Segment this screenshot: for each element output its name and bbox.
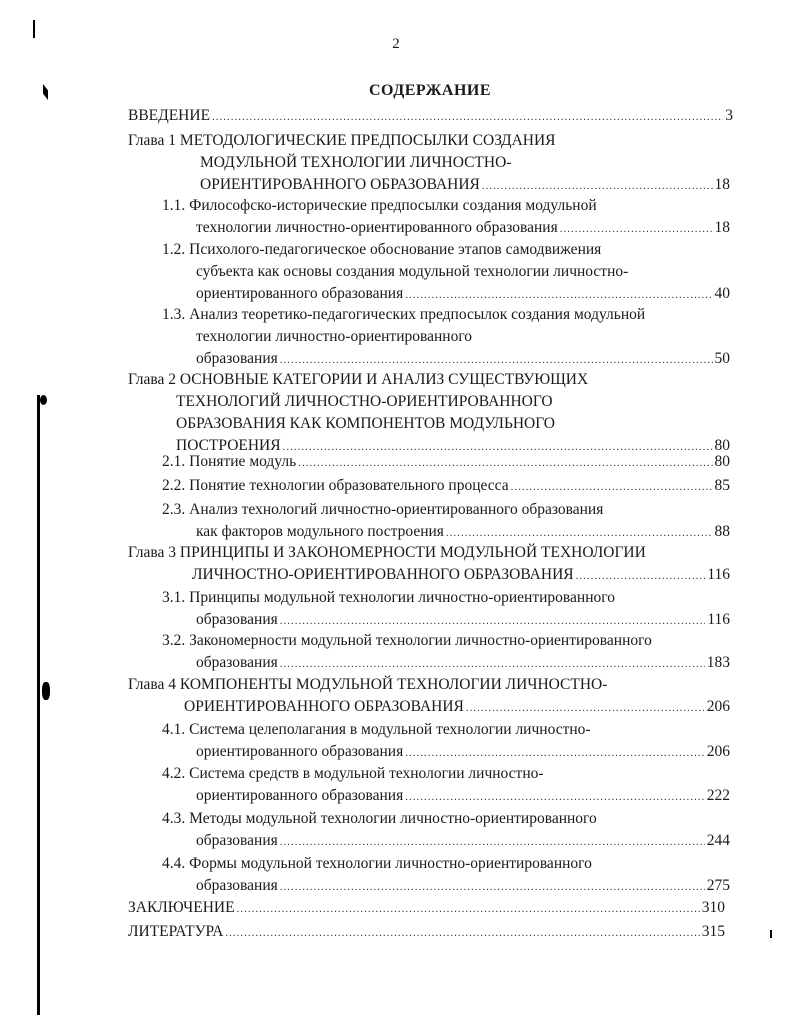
leader-dots [446,522,713,544]
leader-dots [576,565,706,587]
section-number: 1.2. [162,241,186,258]
page-ref: 85 [714,477,730,494]
leader-dots [225,922,699,944]
leader-dots [280,653,705,675]
chapter-number: Глава 1 [128,132,177,149]
chapter-number: Глава 3 [128,544,177,561]
section-number: 3.2. [162,632,186,649]
entry-line: Формы модульной технологии личностно-ориентированного [189,855,592,872]
page-ref: 18 [714,219,730,236]
scan-mark-left-edge [37,395,40,1015]
page-ref: 275 [706,877,730,894]
entry-line: технологии личностно-ориентированного образования [196,219,558,236]
leader-dots [466,697,705,719]
entry-line: МОДУЛЬНОЙ ТЕХНОЛОГИИ ЛИЧНОСТНО- [200,154,512,171]
toc-entry-4-3[interactable] [162,808,730,853]
scan-mark-bottom-right [770,930,772,938]
entry-line: ОСНОВНЫЕ КАТЕГОРИИ И АНАЛИЗ СУЩЕСТВУЮЩИХ [179,371,589,388]
page-ref: 116 [707,611,730,628]
toc-entry-3-1[interactable] [162,587,730,632]
entry-line: ОРИЕНТИРОВАННОГО ОБРАЗОВАНИЯ [184,698,464,715]
page-ref: 88 [714,523,730,540]
entry-line: образования [196,832,278,849]
entry-line: Анализ теоретико-педагогических предпосылок создания модульной [189,306,646,323]
chapter-number: Глава 2 [128,371,177,388]
section-number: 4.1. [162,721,186,738]
leader-dots [237,898,700,920]
leader-dots [280,876,705,898]
page-ref: 315 [701,923,725,940]
entry-line: КОМПОНЕНТЫ МОДУЛЬНОЙ ТЕХНОЛОГИИ ЛИЧНОСТНО- [179,676,608,693]
scan-mark-dot-1 [40,395,47,405]
leader-dots [405,284,712,306]
entry-line: образования [196,654,278,671]
entry-line: образования [196,350,278,367]
toc-entry-chapter-4[interactable] [128,674,730,719]
section-number: 4.4. [162,855,186,872]
toc-entry-chapter-3[interactable] [128,542,730,587]
toc-entry-introduction[interactable] [128,105,733,128]
toc-entry-2-3[interactable] [162,499,730,544]
section-number: 1.1. [162,197,186,214]
page-ref: 3 [725,107,733,124]
section-number: 1.3. [162,306,186,323]
section-number: 3.1. [162,589,186,606]
entry-line: Закономерности модульной технологии личностно-ориентированного [189,632,652,649]
entry-line: Понятие модуль [189,453,297,470]
page-ref: 310 [701,899,725,916]
entry-line: ЛИЧНОСТНО-ОРИЕНТИРОВАННОГО ОБРАЗОВАНИЯ [192,566,574,583]
page-ref: 80 [714,453,730,470]
page-ref: 50 [714,350,730,367]
toc-entry-2-2[interactable] [162,475,730,498]
entry-line: Система целеполагания в модульной технологии личностно- [189,721,591,738]
toc-entry-4-4[interactable] [162,853,730,898]
entry-line: МЕТОДОЛОГИЧЕСКИЕ ПРЕДПОСЫЛКИ СОЗДАНИЯ [179,132,556,149]
section-number: 4.3. [162,810,186,827]
chapter-number: Глава 4 [128,676,177,693]
entry-line: Принципы модульной технологии личностно-ориентированного [189,589,615,606]
entry-line: Философско-исторические предпосылки создания модульной [189,197,597,214]
scan-mark-dot-2 [42,682,50,700]
page-ref: 116 [707,566,730,583]
entry-line: образования [196,611,278,628]
entry-line: ОРИЕНТИРОВАННОГО ОБРАЗОВАНИЯ [200,176,480,193]
leader-dots [212,106,723,128]
leader-dots [560,218,713,240]
entry-line: Методы модульной технологии личностно-ориентированного [189,810,597,827]
page-ref: 222 [706,787,730,804]
page-ref: 206 [706,743,730,760]
page-ref: 18 [714,176,730,193]
page-ref: 40 [714,285,730,302]
toc-entry-2-1[interactable] [162,451,730,474]
page-ref: 80 [714,437,730,454]
section-number: 2.1. [162,453,186,470]
toc-entry-conclusion[interactable] [128,897,725,920]
entry-line: ориентированного образования [196,285,404,302]
leader-dots [280,349,713,371]
page-ref: 206 [706,698,730,715]
toc-entry-1-3[interactable] [162,304,730,371]
entry-line: ПРИНЦИПЫ И ЗАКОНОМЕРНОСТИ МОДУЛЬНОЙ ТЕХНОЛОГИИ [179,544,646,561]
section-number: 4.2. [162,765,186,782]
entry-line: Психолого-педагогическое обоснование этапов самодвижения [189,241,602,258]
toc-entry-1-1[interactable] [162,195,730,240]
toc-entry-chapter-1[interactable] [128,130,730,197]
entry-label: ВВЕДЕНИЕ [128,107,211,124]
toc-entry-literature[interactable] [128,921,725,944]
section-number: 2.3. [162,501,186,518]
section-number: 2.2. [162,477,186,494]
leader-dots [482,175,713,197]
toc-entry-1-2[interactable] [162,239,730,306]
entry-line: субъекта как основы создания модульной технологии личностно- [196,263,629,280]
entry-line: образования [196,877,278,894]
entry-line: ОБРАЗОВАНИЯ КАК КОМПОНЕНТОВ МОДУЛЬНОГО [176,415,556,432]
entry-line: Система средств в модульной технологии личностно- [189,765,544,782]
leader-dots [280,831,705,853]
page-title: СОДЕРЖАНИЕ [368,82,492,99]
toc-entry-4-2[interactable] [162,763,730,808]
entry-line: ориентированного образования [196,743,404,760]
entry-line: ТЕХНОЛОГИЙ ЛИЧНОСТНО-ОРИЕНТИРОВАННОГО [176,393,553,410]
entry-line: Анализ технологий личностно-ориентированного образования [189,501,604,518]
leader-dots [280,610,706,632]
leader-dots [405,786,705,808]
entry-line: ориентированного образования [196,787,404,804]
entry-line: как факторов модульного построения [196,523,444,540]
page-ref: 244 [706,832,730,849]
entry-label: ЛИТЕРАТУРА [128,923,224,940]
entry-line: технологии личностно-ориентированного [196,328,473,345]
leader-dots [511,476,713,498]
toc-entry-3-2[interactable] [162,630,730,675]
entry-line: Понятие технологии образовательного процесса [189,477,509,494]
page-ref: 183 [706,654,730,671]
toc-entry-4-1[interactable] [162,719,730,764]
page-number: 2 [392,36,400,52]
entry-label: ЗАКЛЮЧЕНИЕ [128,899,235,916]
toc-entry-chapter-2[interactable] [128,369,730,458]
leader-dots [298,452,712,474]
leader-dots [405,742,705,764]
entry-line: ПОСТРОЕНИЯ [176,437,281,454]
